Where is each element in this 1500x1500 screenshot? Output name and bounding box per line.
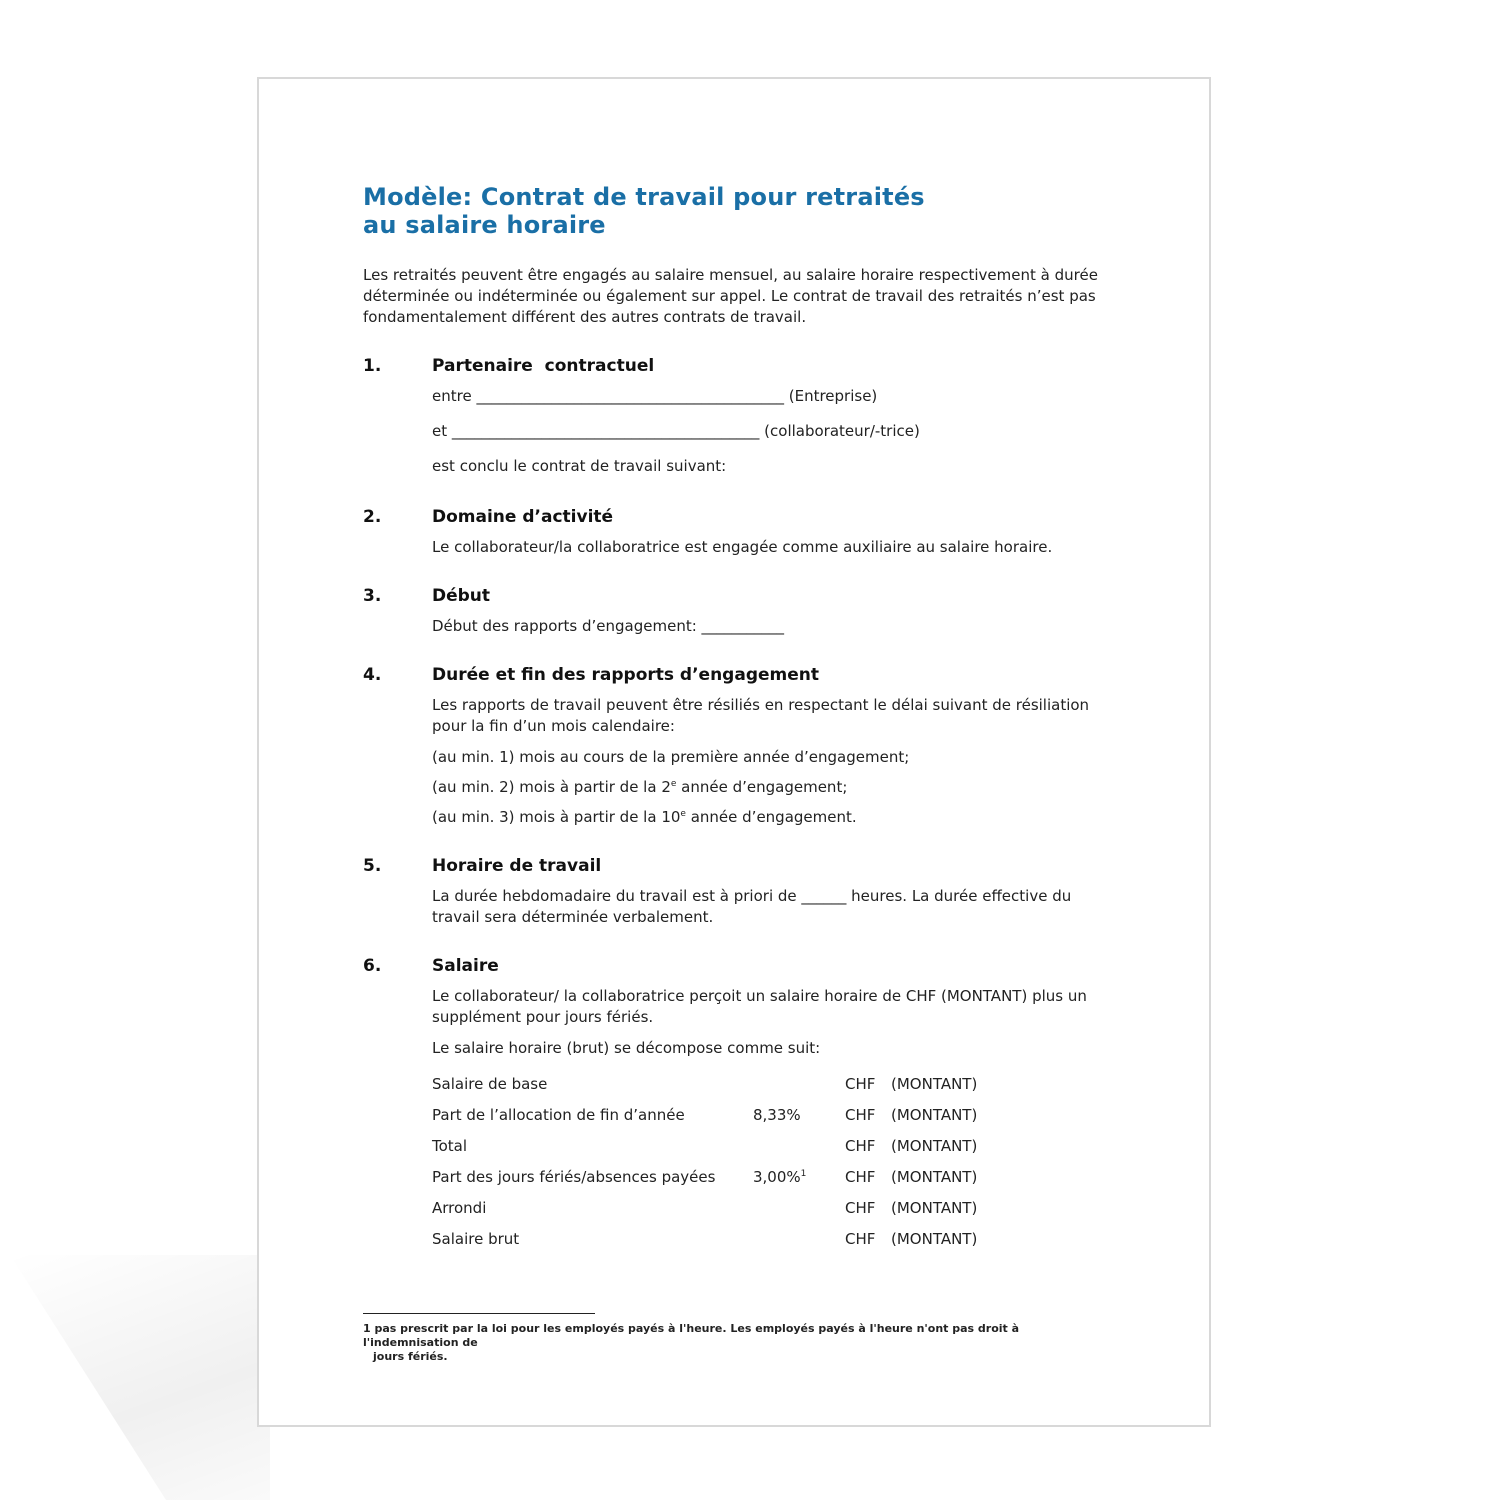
section-1-body (432, 386, 1103, 477)
section-1-heading (363, 356, 1103, 376)
section-5-text: La durée hebdomadaire du travail est à priori de ______ heures. La durée effective du travail sera déterminée verbalement. (432, 887, 1072, 926)
salary-row-currency-text: CHF (845, 1075, 876, 1093)
salary-row-amount (891, 1167, 1011, 1188)
salary-row-amount-text: (MONTANT) (891, 1137, 978, 1155)
notice-item-2 (432, 777, 1103, 798)
salary-row-currency-text: CHF (845, 1230, 876, 1248)
salary-row-currency (845, 1105, 891, 1126)
salary-row-currency (845, 1198, 891, 1219)
section-4 (363, 665, 1103, 828)
section-title: Domaine d’activité (432, 507, 614, 527)
salary-row-label (432, 1229, 753, 1250)
salary-row-amount-text: (MONTANT) (891, 1075, 978, 1093)
footnote-divider (363, 1313, 595, 1314)
section-4-heading (363, 665, 1103, 685)
et-blank: _________________________________________ (447, 422, 765, 440)
ordinal-sup: e (680, 809, 686, 819)
salary-row-currency-text: CHF (845, 1199, 876, 1217)
document-content (363, 183, 1103, 1255)
section-2-body (432, 537, 1103, 558)
section-3-heading (363, 586, 1103, 606)
salary-row-label-text: Arrondi (432, 1199, 487, 1217)
salary-row (432, 1100, 1103, 1131)
intro-paragraph: Les retraités peuvent être engagés au salaire mensuel, au salaire horaire respectivement à durée déterminée ou indéterminée ou également sur appel. Le contrat de travail des retraités n’est pas fondamentalement différent des autres contrats de travail. (363, 266, 1098, 326)
salary-row-percent (753, 1105, 845, 1126)
salary-row-amount (891, 1136, 1011, 1157)
salary-row-amount-text: (MONTANT) (891, 1230, 978, 1248)
entre-suffix: (Entreprise) (788, 387, 878, 405)
section-number: 2. (363, 507, 382, 527)
notice-item-3-rest: année d’engagement. (685, 808, 857, 826)
document-page (257, 77, 1211, 1427)
salary-row-amount (891, 1074, 1011, 1095)
section-2-text: Le collaborateur/la collaboratrice est engagée comme auxiliaire au salaire horaire. (432, 538, 1053, 556)
section-5-heading (363, 856, 1103, 876)
section-6-heading (363, 956, 1103, 976)
ordinal-sup: e (670, 779, 677, 789)
section-title: Durée et fin des rapports d’engagement (432, 665, 819, 685)
salary-row-currency-text: CHF (845, 1168, 876, 1186)
section-3-body (432, 616, 1103, 637)
section-title: Début (432, 586, 491, 606)
salary-row-amount (891, 1105, 1011, 1126)
section-1-closing: est conclu le contrat de travail suivant: (432, 457, 727, 475)
salary-row (432, 1193, 1103, 1224)
salary-row-label-text: Total (432, 1137, 468, 1155)
salary-row-amount-text: (MONTANT) (891, 1168, 978, 1186)
salary-row-currency-text: CHF (845, 1106, 876, 1124)
salary-row-percent-text: 3,00% (753, 1168, 801, 1186)
section-3-text: Début des rapports d’engagement: ___________ (432, 617, 785, 635)
salary-row-label-text: Salaire brut (432, 1230, 520, 1248)
notice-item-3-text: (au min. 3) mois à partir de la 10 (432, 808, 681, 826)
salary-row-percent-text: 8,33% (753, 1106, 801, 1124)
notice-item-2-rest: année d’engagement; (676, 778, 848, 796)
salary-row-label (432, 1167, 753, 1188)
page-shadow (10, 1255, 270, 1500)
salary-row-amount-text: (MONTANT) (891, 1106, 978, 1124)
section-6-body (432, 986, 1103, 1255)
salary-row (432, 1069, 1103, 1100)
notice-item-3 (432, 807, 1103, 828)
salary-breakdown-table (432, 1069, 1103, 1255)
section-title: Horaire de travail (432, 856, 602, 876)
entre-line (432, 386, 1103, 407)
section-1 (363, 356, 1103, 477)
salary-row-currency (845, 1167, 891, 1188)
salary-row-percent (753, 1167, 845, 1188)
salary-row-label (432, 1136, 753, 1157)
salary-row-currency (845, 1229, 891, 1250)
salary-row (432, 1224, 1103, 1255)
salary-row-label-text: Part de l’allocation de fin d’année (432, 1106, 685, 1124)
entre-label: entre (432, 387, 472, 405)
salary-row-amount (891, 1229, 1011, 1250)
salary-row-currency (845, 1074, 891, 1095)
title-line-2: au salaire horaire (363, 211, 606, 239)
salary-row-amount-text: (MONTANT) (891, 1199, 978, 1217)
salary-row (432, 1162, 1103, 1193)
footnote-ref: 1 (800, 1169, 807, 1179)
notice-item-2-text: (au min. 2) mois à partir de la 2 (432, 778, 671, 796)
section-number: 3. (363, 586, 382, 606)
salary-row-label (432, 1198, 753, 1219)
salary-row (432, 1131, 1103, 1162)
section-5 (363, 856, 1103, 928)
salary-row-label (432, 1105, 753, 1126)
section-2 (363, 507, 1103, 558)
section-number: 4. (363, 665, 382, 685)
title-line-1: Modèle: Contrat de travail pour retraités (363, 183, 925, 211)
document-title (363, 183, 1103, 239)
et-line (432, 421, 1103, 442)
salary-row-currency-text: CHF (845, 1137, 876, 1155)
footnote-line-2: jours fériés. (373, 1350, 448, 1363)
section-3 (363, 586, 1103, 637)
breakdown-intro: Le salaire horaire (brut) se décompose comme suit: (432, 1039, 821, 1057)
salary-row-label-text: Salaire de base (432, 1075, 548, 1093)
section-title: Salaire (432, 956, 499, 976)
section-4-text: Les rapports de travail peuvent être résiliés en respectant le délai suivant de résiliation pour la fin d’un mois calendaire: (432, 696, 1090, 735)
section-4-body (432, 695, 1103, 828)
footnote-line-1: 1 pas prescrit par la loi pour les employés payés à l'heure. Les employés payés à l'heure n'ont pas droit à l'indemnisation de (363, 1322, 1020, 1349)
section-6-text: Le collaborateur/ la collaboratrice perçoit un salaire horaire de CHF (MONTANT) plus un supplément pour jours fériés. (432, 987, 1087, 1026)
notice-item-1: (au min. 1) mois au cours de la première année d’engagement; (432, 748, 910, 766)
et-suffix: (collaborateur/-trice) (764, 422, 920, 440)
salary-row-currency (845, 1136, 891, 1157)
salary-row-amount (891, 1198, 1011, 1219)
section-6 (363, 956, 1103, 1255)
salary-row-label-text: Part des jours fériés/absences payées (432, 1168, 716, 1186)
section-number: 5. (363, 856, 382, 876)
section-2-heading (363, 507, 1103, 527)
section-number: 1. (363, 356, 382, 376)
section-title: Partenaire contractuel (432, 356, 655, 376)
footnote (363, 1322, 1083, 1364)
section-number: 6. (363, 956, 382, 976)
et-label: et (432, 422, 448, 440)
salary-row-label (432, 1074, 753, 1095)
section-5-body (432, 886, 1103, 928)
entre-blank: _________________________________________ (471, 387, 789, 405)
